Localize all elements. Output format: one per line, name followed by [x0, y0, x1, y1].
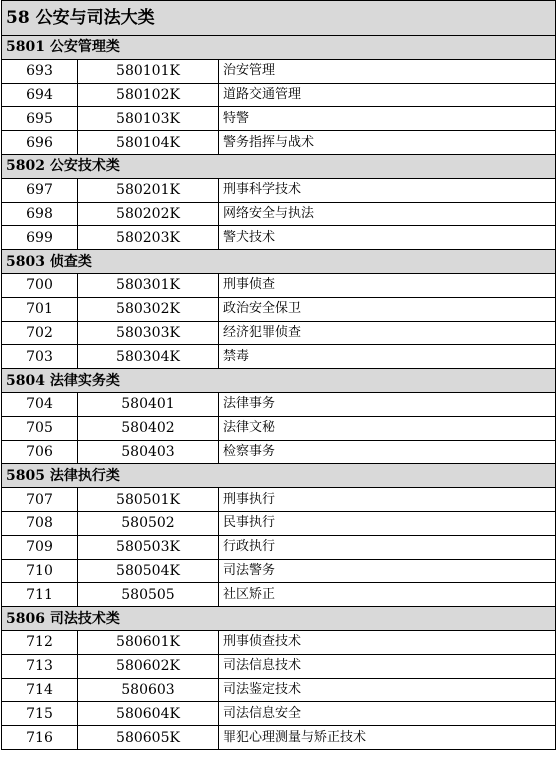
major-code: 580102K	[78, 83, 219, 107]
table-body	[2, 1, 556, 750]
table-row	[2, 559, 556, 583]
major-name: 道路交通管理	[219, 83, 556, 107]
category-header-row	[2, 607, 556, 631]
row-number: 704	[2, 392, 78, 416]
table-row	[2, 583, 556, 607]
row-number: 706	[2, 440, 78, 464]
category-header-row	[2, 464, 556, 488]
table-row	[2, 202, 556, 226]
major-code: 580103K	[78, 107, 219, 131]
major-code: 580601K	[78, 630, 219, 654]
table-row	[2, 440, 556, 464]
major-name: 行政执行	[219, 535, 556, 559]
row-number: 712	[2, 630, 78, 654]
table-row	[2, 535, 556, 559]
row-number: 708	[2, 511, 78, 535]
row-number: 709	[2, 535, 78, 559]
major-name: 民事执行	[219, 511, 556, 535]
row-number: 713	[2, 654, 78, 678]
major-code: 580504K	[78, 559, 219, 583]
table-row	[2, 321, 556, 345]
row-number: 693	[2, 59, 78, 83]
category-header: 5803 侦查类	[2, 250, 556, 274]
category-header: 5806 司法技术类	[2, 607, 556, 631]
major-name: 禁毒	[219, 345, 556, 369]
major-name: 检察事务	[219, 440, 556, 464]
major-name: 刑事侦查	[219, 273, 556, 297]
row-number: 695	[2, 107, 78, 131]
row-number: 707	[2, 488, 78, 512]
row-number: 700	[2, 273, 78, 297]
major-name: 警犬技术	[219, 226, 556, 250]
major-name: 政治安全保卫	[219, 297, 556, 321]
major-name: 刑事科学技术	[219, 178, 556, 202]
major-name: 刑事侦查技术	[219, 630, 556, 654]
table-row	[2, 345, 556, 369]
major-code: 580502	[78, 511, 219, 535]
table-row	[2, 107, 556, 131]
category-header: 5802 公安技术类	[2, 154, 556, 178]
category-header-row	[2, 36, 556, 60]
row-number: 703	[2, 345, 78, 369]
major-name: 司法警务	[219, 559, 556, 583]
category-header-row	[2, 250, 556, 274]
major-name: 经济犯罪侦查	[219, 321, 556, 345]
major-code: 580603	[78, 678, 219, 702]
major-name: 法律事务	[219, 392, 556, 416]
major-code: 580303K	[78, 321, 219, 345]
row-number: 702	[2, 321, 78, 345]
major-code: 580203K	[78, 226, 219, 250]
major-name: 网络安全与执法	[219, 202, 556, 226]
row-number: 711	[2, 583, 78, 607]
major-code: 580602K	[78, 654, 219, 678]
table-row	[2, 59, 556, 83]
major-code: 580501K	[78, 488, 219, 512]
row-number: 714	[2, 678, 78, 702]
major-name: 特警	[219, 107, 556, 131]
row-number: 697	[2, 178, 78, 202]
table-row	[2, 488, 556, 512]
table-row	[2, 678, 556, 702]
major-code: 580402	[78, 416, 219, 440]
major-name: 社区矫正	[219, 583, 556, 607]
major-code: 580304K	[78, 345, 219, 369]
table-row	[2, 654, 556, 678]
row-number: 710	[2, 559, 78, 583]
table-row	[2, 273, 556, 297]
major-code: 580301K	[78, 273, 219, 297]
major-code: 580604K	[78, 702, 219, 726]
major-name: 法律文秘	[219, 416, 556, 440]
category-header-row	[2, 154, 556, 178]
major-name: 司法鉴定技术	[219, 678, 556, 702]
table-row	[2, 131, 556, 155]
table-row	[2, 178, 556, 202]
table-row	[2, 511, 556, 535]
table-row	[2, 392, 556, 416]
major-code: 580104K	[78, 131, 219, 155]
table-row	[2, 630, 556, 654]
table-row	[2, 297, 556, 321]
table-row	[2, 726, 556, 750]
category-header: 5801 公安管理类	[2, 36, 556, 60]
row-number: 698	[2, 202, 78, 226]
major-name: 罪犯心理测量与矫正技术	[219, 726, 556, 750]
row-number: 705	[2, 416, 78, 440]
major-code: 580302K	[78, 297, 219, 321]
table-row	[2, 226, 556, 250]
major-name: 司法信息技术	[219, 654, 556, 678]
major-catalog-table	[1, 0, 556, 750]
title-row	[2, 1, 556, 36]
row-number: 699	[2, 226, 78, 250]
major-name: 警务指挥与战术	[219, 131, 556, 155]
table-row	[2, 416, 556, 440]
category-header: 5805 法律执行类	[2, 464, 556, 488]
major-code: 580505	[78, 583, 219, 607]
major-code: 580503K	[78, 535, 219, 559]
category-header: 5804 法律实务类	[2, 369, 556, 393]
row-number: 696	[2, 131, 78, 155]
major-code: 580403	[78, 440, 219, 464]
major-name: 治安管理	[219, 59, 556, 83]
table-row	[2, 83, 556, 107]
row-number: 716	[2, 726, 78, 750]
major-code: 580201K	[78, 178, 219, 202]
major-code: 580202K	[78, 202, 219, 226]
row-number: 715	[2, 702, 78, 726]
table-title: 58 公安与司法大类	[2, 1, 556, 36]
major-code: 580401	[78, 392, 219, 416]
table-row	[2, 702, 556, 726]
major-code: 580605K	[78, 726, 219, 750]
row-number: 694	[2, 83, 78, 107]
major-code: 580101K	[78, 59, 219, 83]
major-name: 司法信息安全	[219, 702, 556, 726]
category-header-row	[2, 369, 556, 393]
row-number: 701	[2, 297, 78, 321]
major-name: 刑事执行	[219, 488, 556, 512]
